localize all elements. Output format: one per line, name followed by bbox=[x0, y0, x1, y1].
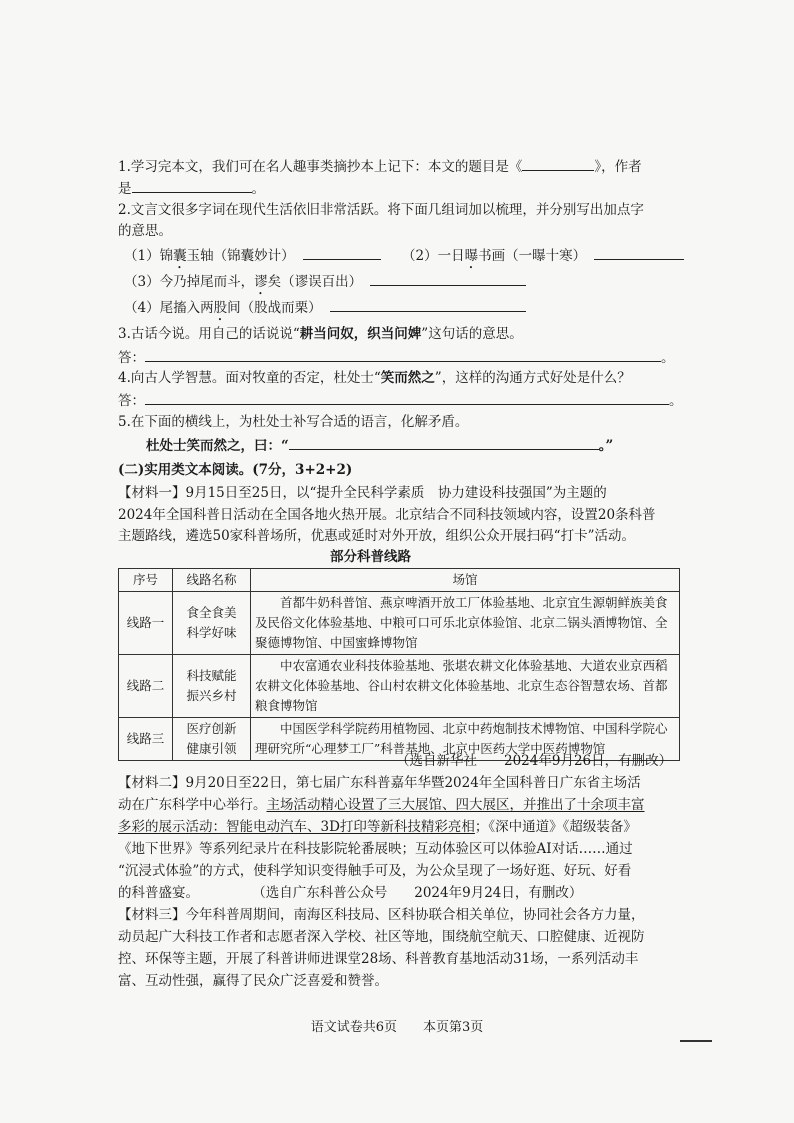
material3-line2: 动员起广大科技工作者和志愿者深入学校、社区等地，围绕航空航天、口腔健康、近视防 bbox=[118, 929, 645, 945]
route-name-2: 振兴乡村 bbox=[186, 688, 237, 703]
q1-line1 bbox=[118, 156, 642, 176]
q2-item2-dot: 曝 bbox=[464, 248, 479, 264]
q2-item3-blank[interactable] bbox=[370, 271, 526, 286]
route-name bbox=[173, 718, 251, 761]
q4-end: 。 bbox=[669, 393, 683, 409]
q5-answer-blank[interactable] bbox=[289, 435, 599, 450]
material2-end: 的科普盛宴。 bbox=[118, 885, 199, 901]
material2-source: （选自广东科普公众号 2024年9月24日，有删改） bbox=[259, 885, 583, 901]
q2-item4-blank[interactable] bbox=[330, 297, 526, 312]
route-name-1: 医疗创新 bbox=[186, 721, 237, 736]
corner-rule bbox=[680, 1040, 712, 1042]
q2-item2-blank[interactable] bbox=[594, 245, 684, 260]
material2-line1: 【材料二】9月20日至22日，第七届广东科普嘉年华暨2024年全国科普日广东省主场活 bbox=[118, 775, 641, 791]
q2-item-3 bbox=[124, 271, 526, 298]
section2-heading: (二)实用类文本阅读。(7分，3+2+2) bbox=[118, 462, 353, 478]
q3-text-a: 3.古话今说。用自己的话说说“ bbox=[118, 326, 300, 342]
route-name-1: 科技赋能 bbox=[186, 668, 237, 683]
q1-line2 bbox=[118, 178, 265, 198]
table-source: （选自新华社 2024年9月26日，有删改） bbox=[396, 753, 673, 769]
material2-text-b: ；《深中通道》《超级装备》 bbox=[474, 819, 637, 835]
header-venues: 场馆 bbox=[251, 569, 680, 592]
q2-item4-pre: （4）尾搐入两 bbox=[124, 300, 214, 316]
material2-underlined-2: 多彩的展示活动：智能电动汽车、3D打印等新科技精彩亮相 bbox=[118, 819, 475, 835]
q2-item4-dot: 股 bbox=[213, 300, 228, 316]
material2-line5: “沉浸式体验”的方式，使科学知识变得触手可及，为公众呈现了一场好逛、好玩、好看 bbox=[118, 863, 632, 879]
q4-quote: 笑而然之 bbox=[380, 370, 435, 386]
q3-answer-blank[interactable] bbox=[145, 347, 661, 362]
route-venues: 中农富通农业科技体验基地、张堪农耕文化体验基地、大道农业京西稻农耕文化体验基地、谷山村农耕文化体验基地、北京生态谷智慧农场、首都粮食博物馆 bbox=[251, 655, 680, 718]
material2-text: 动在广东科学中心举行。 bbox=[118, 797, 267, 813]
q3-answer-line bbox=[118, 347, 675, 367]
q2-item3-pre: （3）今乃掉尾而斗， bbox=[124, 274, 255, 290]
q3-quote: 耕当问奴，织当问婢 bbox=[299, 326, 422, 342]
q2-item1-post: 玉轴（锦囊妙计） bbox=[186, 248, 295, 264]
route-name-2: 健康引领 bbox=[186, 741, 237, 756]
header-route-name: 线路名称 bbox=[173, 569, 251, 592]
q2-item1-blank[interactable] bbox=[303, 245, 381, 260]
table-row bbox=[119, 655, 680, 718]
q2-item3-dot: 谬 bbox=[254, 274, 268, 290]
material1-line3: 主题路线，遴选50家科普场所，优惠或延时对外开放，组织公众开展扫码“打卡”活动。 bbox=[118, 528, 635, 544]
material2-line2 bbox=[118, 796, 645, 814]
q1-text-a: 1.学习完本文，我们可在名人趣事类摘抄本上记下：本文的题目是《 bbox=[118, 159, 523, 175]
q4-text-a: 4.向古人学智慧。面对牧童的否定，杜处士“ bbox=[118, 370, 381, 386]
q3-end: 。 bbox=[661, 350, 675, 366]
route-venues: 中国医学科学院药用植物园、北京中药炮制技术博物馆、中国科学院心理研究所“心理梦工厂”科普基地、北京中医药大学中医药博物馆 bbox=[251, 718, 680, 761]
material3-line1: 【材料三】今年科普周期间，南海区科技局、区科协联合相关单位，协同社会各方力量， bbox=[118, 907, 645, 923]
route-venues: 首都牛奶科普馆、燕京啤酒开放工厂体验基地、北京宜生源朝鲜族美食及民俗文化体验基地、中粮可口可乐北京体验馆、北京二锅头酒博物馆、全聚德博物馆、中国蜜蜂博物馆 bbox=[251, 592, 680, 655]
route-name bbox=[173, 592, 251, 655]
q2-item4-post: 间（股战而栗） bbox=[227, 300, 322, 316]
table-header-row bbox=[119, 569, 680, 592]
table-title: 部分科普线路 bbox=[330, 549, 411, 565]
route-no: 线路一 bbox=[119, 592, 173, 655]
table-row bbox=[119, 592, 680, 655]
q2-item2-post: 书画（一曝十寒） bbox=[478, 248, 587, 264]
q4-text-b: ”，这样的沟通方式好处是什么？ bbox=[434, 370, 631, 386]
material2-line4: 《地下世界》等系列纪录片在科技影院轮番展映；互动体验区可以体验AI对话……通过 bbox=[118, 841, 633, 857]
q2-line2: 的意思。 bbox=[118, 223, 172, 239]
page-footer: 语文试卷共6页 本页第3页 bbox=[310, 1020, 484, 1035]
q2-item-1 bbox=[124, 245, 381, 272]
material2-line3 bbox=[118, 818, 637, 836]
material3-line3: 控、环保等主题，开展了科普讲师进课堂28场、科普教育基地活动31场，一系列活动丰 bbox=[118, 951, 639, 967]
material1-line1: 【材料一】9月15日至25日，以“提升全民科学素质 协力建设科技强国”为主题的 bbox=[118, 485, 607, 501]
q4-line1 bbox=[118, 369, 631, 387]
material2-line6 bbox=[118, 884, 582, 902]
q2-item2-pre: （2）一日 bbox=[402, 248, 465, 264]
header-no: 序号 bbox=[119, 569, 173, 592]
material2-underlined-1: 主场活动精心设置了三大展馆、四大展区，并推出了十余项丰富 bbox=[266, 797, 645, 813]
route-name-2: 科学好味 bbox=[186, 625, 237, 640]
q1-text-b: 》，作者 bbox=[594, 159, 642, 175]
q2-item1-dot: 囊 bbox=[173, 248, 187, 264]
q4-answer-line bbox=[118, 390, 683, 410]
q3-line1 bbox=[118, 325, 523, 343]
q5-text-a: 杜处士笑而然之，曰：“ bbox=[146, 438, 289, 454]
route-no: 线路二 bbox=[119, 655, 173, 718]
route-name-1: 食全食美 bbox=[186, 605, 237, 620]
q1-text-c: 是 bbox=[118, 181, 132, 197]
route-name bbox=[173, 655, 251, 718]
route-no: 线路三 bbox=[119, 718, 173, 761]
q1-author-blank[interactable] bbox=[132, 178, 252, 193]
material3-line4: 富、互动性强，赢得了民众广泛喜爱和赞誉。 bbox=[118, 973, 388, 989]
q4-answer-label: 答： bbox=[118, 393, 145, 409]
material1-line2: 2024年全国科普日活动在全国各地火热开展。北京结合不同科技领域内容，设置20条科普 bbox=[118, 507, 656, 523]
q2-item1-pre: （1）锦 bbox=[124, 248, 174, 264]
q3-text-b: ”这句话的意思。 bbox=[421, 326, 523, 342]
q2-line1: 2.文言文很多字词在现代生活依旧非常活跃。将下面几组词加以梳理，并分别写出加点字 bbox=[118, 202, 644, 218]
q3-answer-label: 答： bbox=[118, 350, 145, 366]
q5-line1: 5.在下面的横线上，为杜处士补写合适的语言，化解矛盾。 bbox=[118, 414, 469, 430]
q2-item-4 bbox=[124, 297, 526, 324]
routes-table bbox=[118, 568, 680, 761]
q5-text-b: 。” bbox=[598, 438, 614, 454]
q1-title-blank[interactable] bbox=[522, 156, 594, 171]
q4-answer-blank[interactable] bbox=[145, 390, 669, 405]
q2-item3-post: 矣（谬误百出） bbox=[267, 274, 363, 290]
q5-line2 bbox=[146, 435, 613, 455]
q1-text-end: 。 bbox=[251, 181, 265, 197]
q2-item-2 bbox=[402, 245, 684, 272]
